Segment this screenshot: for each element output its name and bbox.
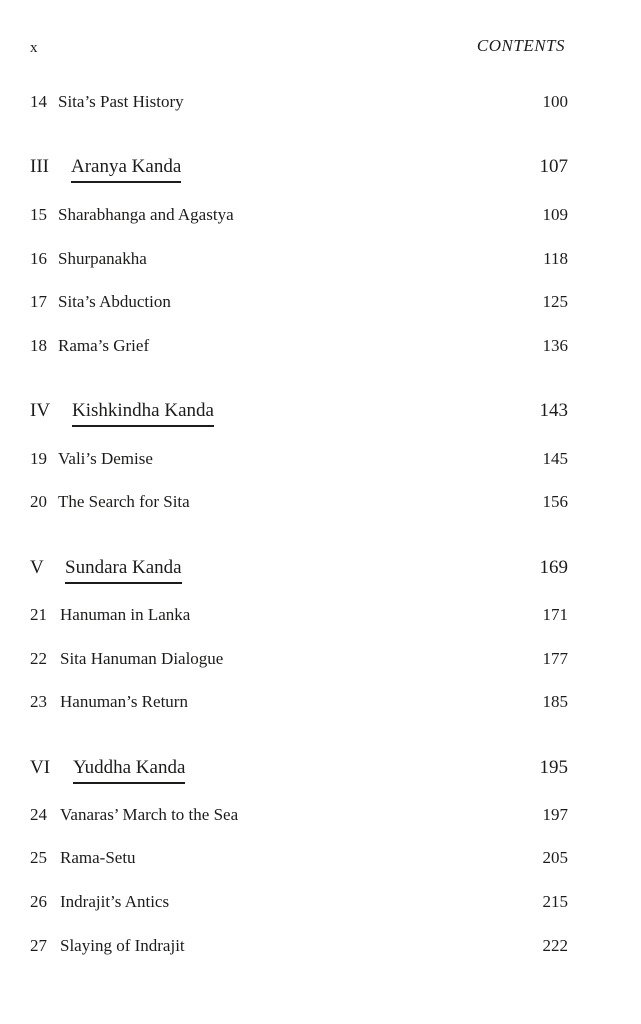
toc-section-yuddha-kanda[interactable]	[30, 757, 568, 781]
page-number: 109	[542, 205, 568, 224]
section-number: III	[30, 156, 49, 177]
chapter-number: 20	[30, 492, 47, 511]
toc-entry-chapter-26[interactable]	[30, 892, 568, 916]
toc-entry-chapter-24[interactable]	[30, 805, 568, 829]
page-number: 136	[542, 336, 568, 355]
chapter-title: Rama’s Grief	[58, 336, 150, 355]
toc-entry-chapter-21[interactable]	[30, 605, 568, 629]
page-number: 222	[542, 936, 568, 955]
toc-entry-chapter-27[interactable]	[30, 936, 568, 960]
running-head: CONTENTS	[476, 36, 565, 55]
page-number: 205	[542, 848, 568, 867]
page-number: 107	[539, 156, 568, 177]
page-number: 100	[542, 92, 568, 111]
page-number: x	[30, 40, 38, 56]
page-number: 143	[539, 400, 568, 421]
page-number: 177	[542, 649, 568, 668]
page-number: 118	[543, 249, 568, 268]
chapter-title: Hanuman’s Return	[60, 692, 188, 711]
toc-section-sundara-kanda[interactable]	[30, 557, 568, 581]
chapter-title: Rama-Setu	[60, 848, 136, 867]
section-title: Aranya Kanda	[71, 156, 181, 183]
chapter-number: 17	[30, 292, 47, 311]
chapter-number: 22	[30, 649, 47, 668]
chapter-number: 16	[30, 249, 47, 268]
page-number: 145	[542, 449, 568, 468]
chapter-title: Vanaras’ March to the Sea	[60, 805, 239, 824]
chapter-title: Sita’s Past History	[58, 92, 184, 111]
page-number: 125	[542, 292, 568, 311]
chapter-number: 14	[30, 92, 47, 111]
page-number: 156	[542, 492, 568, 511]
chapter-title: Vali’s Demise	[58, 449, 153, 468]
toc-entry-chapter-20[interactable]	[30, 492, 568, 516]
chapter-number: 19	[30, 449, 47, 468]
chapter-number: 15	[30, 205, 47, 224]
toc-entry-chapter-15[interactable]	[30, 205, 568, 229]
chapter-title: Slaying of Indrajit	[60, 936, 185, 955]
page-number: 195	[539, 757, 568, 778]
toc-entry-chapter-18[interactable]	[30, 336, 568, 360]
chapter-title: Hanuman in Lanka	[60, 605, 191, 624]
page-number: 169	[539, 557, 568, 578]
section-title: Sundara Kanda	[65, 557, 182, 584]
toc-entry-chapter-22[interactable]	[30, 649, 568, 673]
chapter-number: 23	[30, 692, 47, 711]
chapter-number: 26	[30, 892, 47, 911]
section-number: V	[30, 557, 44, 578]
chapter-title: Sita’s Abduction	[58, 292, 171, 311]
chapter-title: Shurpanakha	[58, 249, 147, 268]
toc-section-aranya-kanda[interactable]	[30, 156, 568, 180]
chapter-number: 27	[30, 936, 47, 955]
toc-entry-chapter-16[interactable]	[30, 249, 568, 273]
chapter-number: 18	[30, 336, 47, 355]
section-number: IV	[30, 400, 51, 421]
toc-entry-chapter-25[interactable]	[30, 848, 568, 872]
chapter-title: The Search for Sita	[58, 492, 190, 511]
chapter-title: Sharabhanga and Agastya	[58, 205, 234, 224]
section-title: Yuddha Kanda	[73, 757, 185, 784]
page-number: 215	[542, 892, 568, 911]
section-number: VI	[30, 757, 51, 778]
toc-entry-chapter-23[interactable]	[30, 692, 568, 716]
chapter-number: 25	[30, 848, 47, 867]
page-number: 185	[542, 692, 568, 711]
chapter-number: 24	[30, 805, 47, 824]
toc-entry-chapter-19[interactable]	[30, 449, 568, 473]
section-title: Kishkindha Kanda	[72, 400, 214, 427]
chapter-number: 21	[30, 605, 47, 624]
toc-entry-chapter-14[interactable]	[30, 92, 568, 116]
toc-entry-chapter-17[interactable]	[30, 292, 568, 316]
chapter-title: Indrajit’s Antics	[60, 892, 170, 911]
page-number: 171	[542, 605, 568, 624]
page-number: 197	[542, 805, 568, 824]
chapter-title: Sita Hanuman Dialogue	[60, 649, 224, 668]
toc-section-kishkindha-kanda[interactable]	[30, 400, 568, 424]
